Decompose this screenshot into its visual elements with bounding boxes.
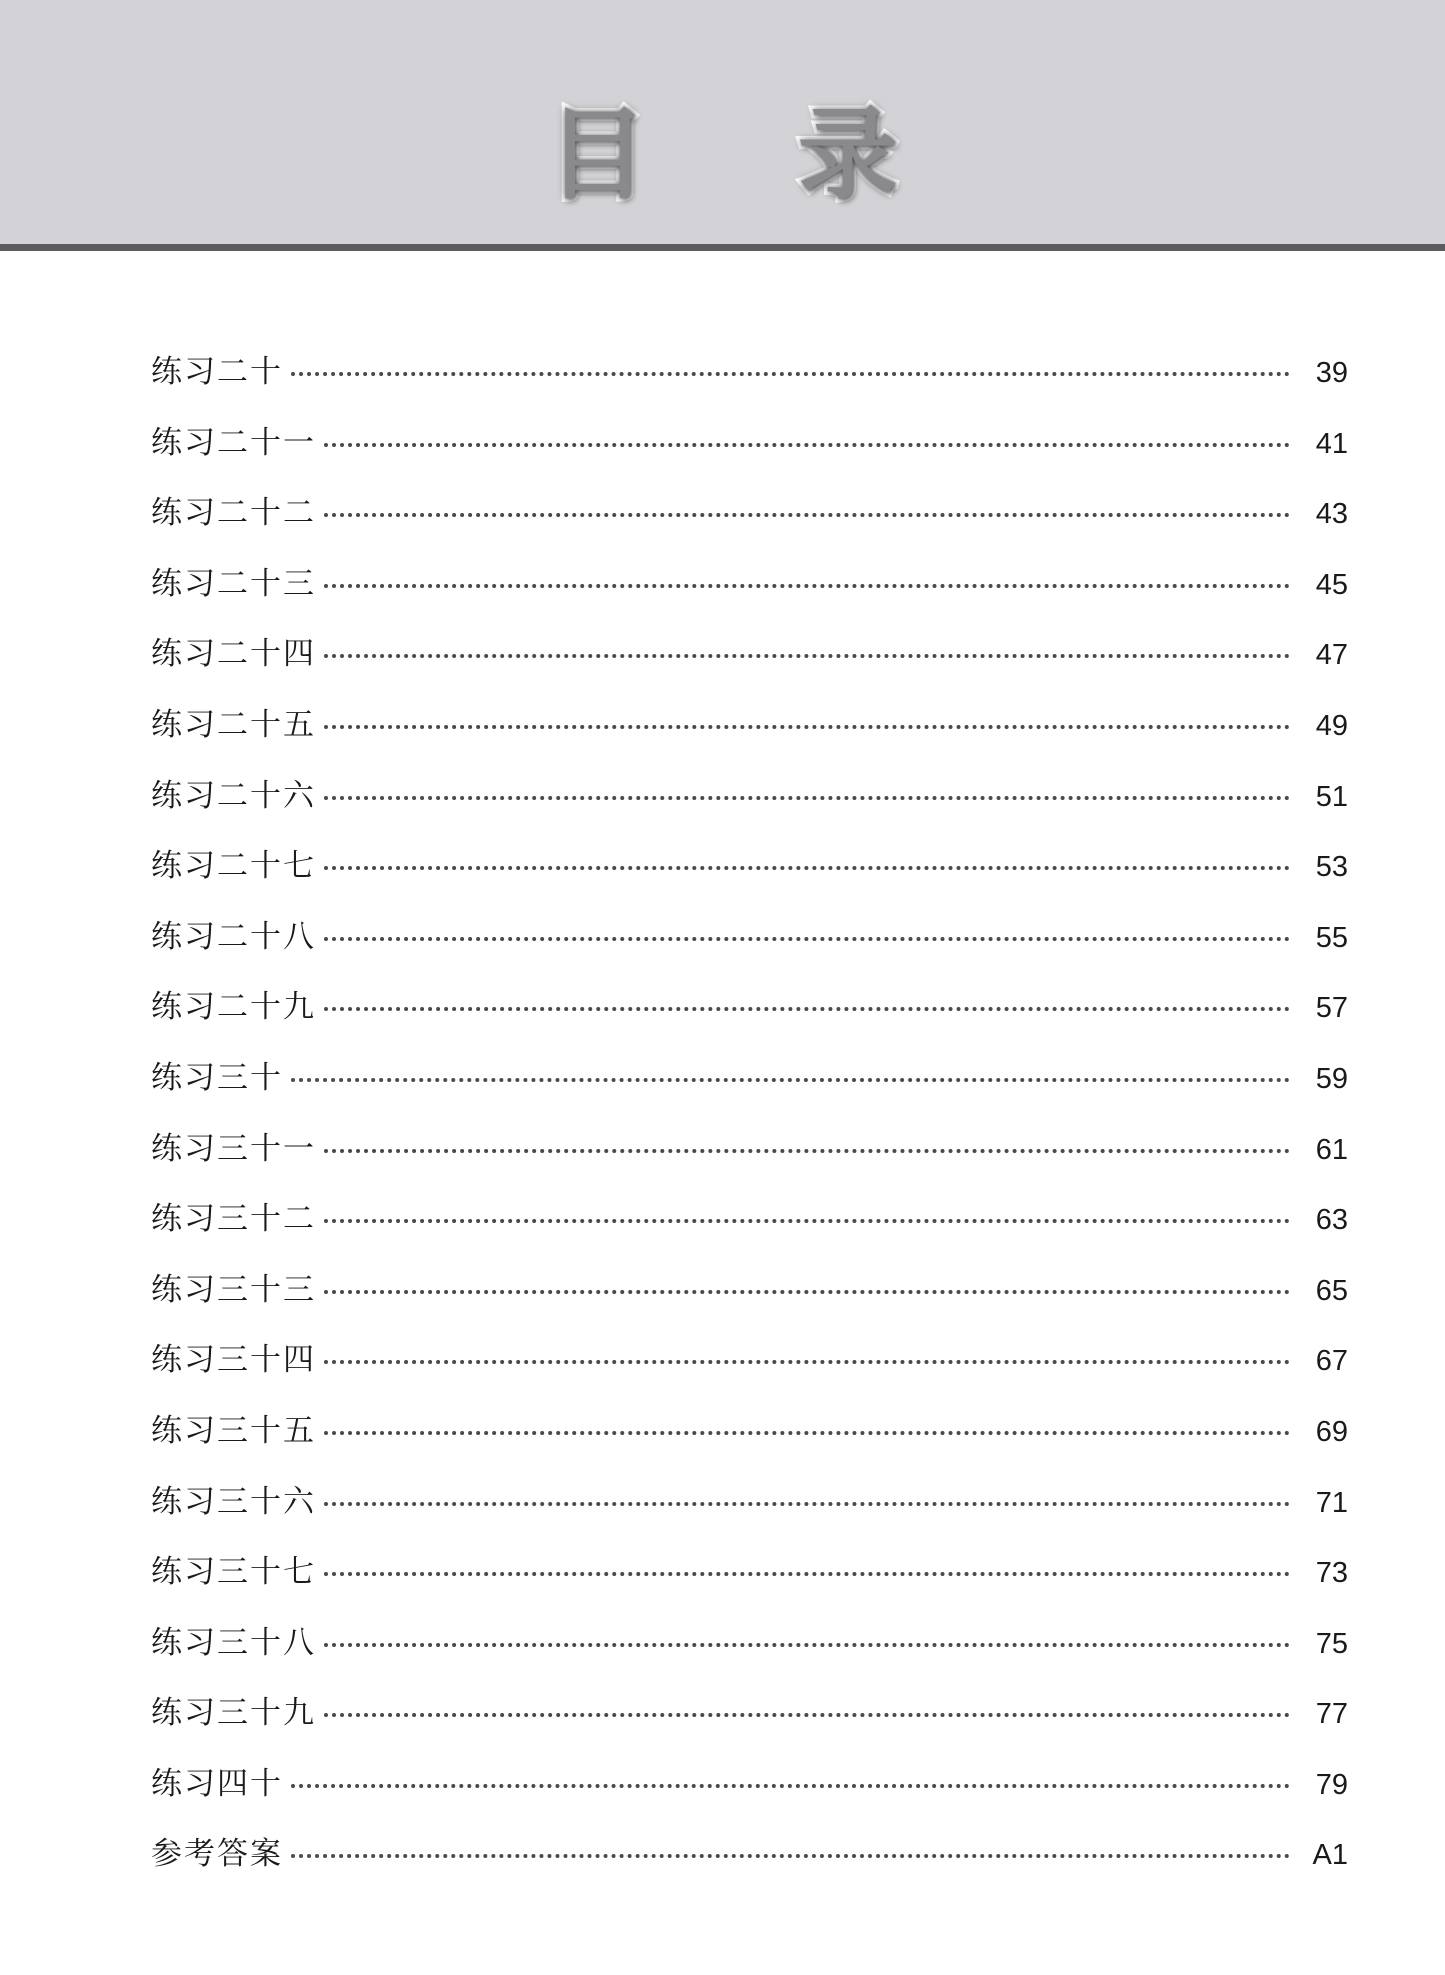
dot-leader: [324, 1219, 1290, 1223]
dot-leader: [324, 1007, 1290, 1011]
toc-entry-label: 练习二十: [151, 354, 283, 390]
toc-entry[interactable]: [151, 486, 1351, 557]
toc-entry-label: 参考答案: [151, 1836, 283, 1873]
toc-entry[interactable]: [151, 1192, 1351, 1263]
toc-entry-label: 练习二十九: [151, 989, 316, 1026]
toc-entry[interactable]: [151, 1686, 1351, 1757]
page-title: 目 录: [547, 95, 956, 213]
dot-leader: [324, 1149, 1290, 1153]
dot-leader: [324, 866, 1290, 870]
toc-entry-page: 65: [1315, 1274, 1348, 1307]
toc-entry[interactable]: [151, 1333, 1351, 1404]
dot-leader: [324, 584, 1290, 588]
toc-entry-label: 练习二十七: [151, 848, 316, 885]
toc-entry-page: 59: [1315, 1062, 1348, 1095]
toc-entry-label: 练习二十四: [151, 636, 316, 673]
toc-entry-label: 练习三十三: [151, 1271, 316, 1308]
dot-leader: [291, 372, 1290, 376]
toc-entry-page: 55: [1315, 921, 1348, 954]
table-of-contents: [151, 345, 1351, 1898]
dot-leader: [324, 443, 1290, 447]
toc-entry-page: 79: [1315, 1768, 1348, 1801]
dot-leader: [324, 725, 1290, 729]
toc-entry[interactable]: [151, 1263, 1351, 1334]
toc-entry-label: 练习二十二: [151, 495, 316, 532]
toc-entry-label: 练习四十: [151, 1765, 283, 1802]
toc-entry[interactable]: [151, 839, 1351, 910]
toc-entry-label: 练习三十四: [151, 1342, 316, 1379]
toc-entry-page: 43: [1315, 498, 1348, 531]
toc-entry-page: 67: [1315, 1345, 1348, 1378]
dot-leader: [324, 1290, 1290, 1294]
toc-entry-label: 练习二十八: [151, 918, 316, 955]
dot-leader: [291, 1078, 1290, 1082]
dot-leader: [291, 1784, 1290, 1788]
toc-entry-label: 练习三十九: [151, 1695, 316, 1732]
toc-entry-label: 练习二十六: [151, 777, 316, 814]
toc-entry-page: 63: [1315, 1204, 1348, 1237]
toc-entry-label: 练习二十一: [151, 424, 316, 461]
toc-entry-page: 51: [1315, 780, 1348, 813]
toc-entry-answers[interactable]: [151, 1827, 1351, 1898]
dot-leader: [324, 937, 1290, 941]
toc-entry[interactable]: [151, 1757, 1351, 1828]
toc-entry-label: 练习二十五: [151, 706, 316, 743]
toc-entry[interactable]: [151, 1122, 1351, 1193]
dot-leader: [324, 1713, 1290, 1717]
toc-entry[interactable]: [151, 627, 1351, 698]
toc-entry-page: 57: [1315, 992, 1348, 1025]
toc-entry-page: 73: [1315, 1557, 1348, 1590]
dot-leader: [324, 1431, 1290, 1435]
dot-leader: [324, 513, 1290, 517]
toc-entry-page: 41: [1315, 427, 1348, 460]
toc-entry-label: 练习二十三: [151, 565, 316, 602]
toc-entry-label: 练习三十一: [151, 1130, 316, 1167]
dot-leader: [324, 1643, 1290, 1647]
toc-entry[interactable]: [151, 769, 1351, 840]
toc-entry-label: 练习三十: [151, 1059, 283, 1096]
toc-entry-page: 49: [1315, 709, 1348, 742]
toc-entry-label: 练习三十六: [151, 1483, 316, 1520]
dot-leader: [291, 1854, 1290, 1858]
toc-entry-page: 75: [1315, 1627, 1348, 1660]
toc-entry-page: 61: [1315, 1133, 1348, 1166]
toc-entry[interactable]: [151, 416, 1351, 487]
toc-entry[interactable]: [151, 910, 1351, 981]
toc-entry[interactable]: [151, 980, 1351, 1051]
toc-entry-page: 45: [1315, 568, 1348, 601]
toc-entry[interactable]: [151, 698, 1351, 769]
toc-entry-label: 练习三十八: [151, 1624, 316, 1661]
dot-leader: [324, 654, 1290, 658]
dot-leader: [324, 796, 1290, 800]
dot-leader: [324, 1360, 1290, 1364]
header-divider: [0, 244, 1445, 251]
toc-entry-page: 47: [1315, 639, 1348, 672]
toc-entry-page: A1: [1312, 1839, 1348, 1872]
toc-entry[interactable]: [151, 1616, 1351, 1687]
toc-entry-page: 77: [1315, 1698, 1348, 1731]
toc-entry-label: 练习三十二: [151, 1201, 316, 1238]
dot-leader: [324, 1572, 1290, 1576]
toc-entry[interactable]: [151, 1475, 1351, 1546]
toc-entry-page: 53: [1315, 851, 1348, 884]
toc-entry-label: 练习三十七: [151, 1554, 316, 1591]
toc-entry-label: 练习三十五: [151, 1412, 316, 1449]
toc-entry[interactable]: [151, 345, 1351, 416]
toc-entry-page: 71: [1315, 1486, 1348, 1519]
toc-entry[interactable]: [151, 1051, 1351, 1122]
toc-entry-page: 39: [1315, 357, 1348, 389]
toc-entry-page: 69: [1315, 1415, 1348, 1448]
toc-entry[interactable]: [151, 557, 1351, 628]
dot-leader: [324, 1502, 1290, 1506]
toc-entry[interactable]: [151, 1404, 1351, 1475]
toc-entry[interactable]: [151, 1545, 1351, 1616]
